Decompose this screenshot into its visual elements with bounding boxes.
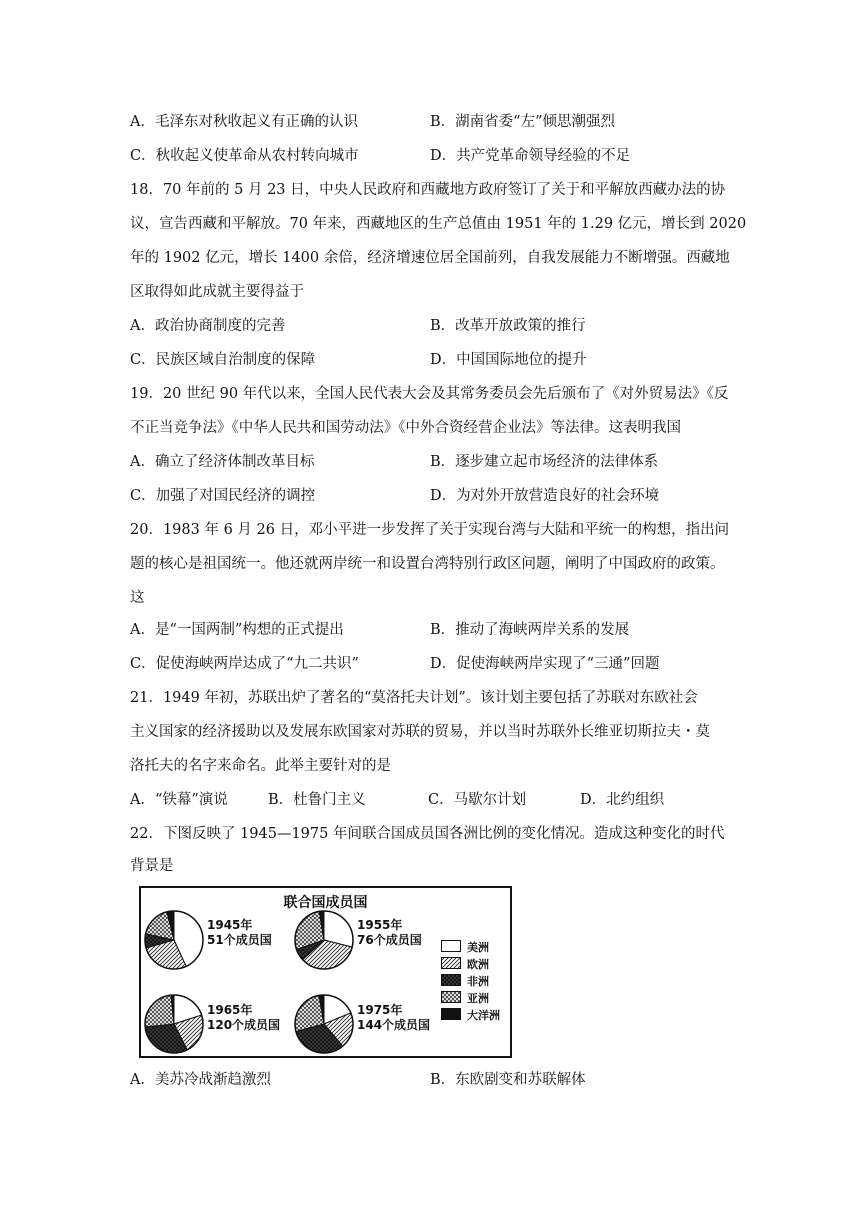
q21-stem-line: 21．1949 年初，苏联出炉了著名的“莫洛托夫计划”。该计划主要包括了苏联对东欧社会	[130, 690, 698, 706]
pie-slice-亚洲	[145, 995, 174, 1027]
q22-option-b: B．东欧剧变和苏联解体	[430, 1072, 586, 1088]
q22-stem-line: 背景是	[130, 858, 174, 874]
q22-option-a: A．美苏冷战渐趋激烈	[130, 1072, 271, 1088]
q18-option-a: A．政治协商制度的完善	[130, 318, 286, 334]
pie-1955-count: 76个成员国	[357, 933, 422, 947]
q21-option-c: C．马歇尔计划	[428, 792, 527, 808]
legend-label: 欧洲	[467, 958, 489, 971]
pie-1975-count: 144个成员国	[357, 1018, 431, 1032]
q19-stem-line: 不正当竞争法》《中华人民共和国劳动法》《中外合资经营企业法》等法律。这表明我国	[130, 420, 681, 436]
pie-1975-year: 1975年	[357, 1003, 403, 1017]
q21-stem-line: 洛托夫的名字来命名。此举主要针对的是	[130, 758, 391, 774]
legend-label: 美洲	[467, 941, 489, 954]
q19-option-d: D．为对外开放营造良好的社会环境	[430, 488, 660, 504]
q19-option-a: A．确立了经济体制改革目标	[130, 454, 315, 470]
q17-option-b: B．湖南省委“左”倾思潮强烈	[430, 114, 615, 130]
q18-option-b: B．改革开放政策的推行	[430, 318, 586, 334]
q18-option-d: D．中国国际地位的提升	[430, 352, 587, 368]
pie-1965-year: 1965年	[207, 1003, 253, 1017]
q20-option-a: A．是“一国两制”构想的正式提出	[130, 622, 344, 638]
q18-stem-line: 议，宣告西藏和平解放。70 年来，西藏地区的生产总值由 1951 年的 1.29 亿元，增长到 2020	[130, 216, 747, 232]
q21-option-a: A．“铁幕”演说	[130, 792, 228, 808]
q19-option-c: C．加强了对国民经济的调控	[130, 488, 316, 504]
q19-stem-line: 19．20 世纪 90 年代以来，全国人民代表大会及其常务委员会先后颁布了《对外贸易法》《反	[130, 386, 729, 402]
q20-stem-line: 题的核心是祖国统一。他还就两岸统一和设置台湾特别行政区问题，阐明了中国政府的政策。	[130, 556, 725, 572]
q21-stem-line: 主义国家的经济援助以及发展东欧国家对苏联的贸易，并以当时苏联外长维亚切斯拉夫・莫	[130, 724, 710, 740]
q20-option-d: D．促使海峡两岸实现了“三通”回题	[430, 656, 660, 672]
q20-stem-line: 这	[130, 590, 145, 606]
q18-option-c: C．民族区域自治制度的保障	[130, 352, 316, 368]
figure-title: 联合国成员国	[283, 895, 368, 911]
q21-option-b: B．杜鲁门主义	[268, 792, 366, 808]
pie-1945-count: 51个成员国	[207, 933, 272, 947]
q19-option-b: B．逐步建立起市场经济的法律体系	[430, 454, 659, 470]
legend-label: 亚洲	[467, 992, 489, 1005]
q20-stem-line: 20．1983 年 6 月 26 日，邓小平进一步发挥了关于实现台湾与大陆和平统一的构想，指出问	[130, 522, 730, 538]
q17-option-c: C．秋收起义使革命从农村转向城市	[130, 148, 359, 164]
pie-1955-year: 1955年	[357, 918, 403, 932]
q17-option-a: A．毛泽东对秋收起义有正确的认识	[130, 114, 358, 130]
q20-option-b: B．推动了海峡两岸关系的发展	[430, 622, 630, 638]
pie-charts	[141, 888, 510, 1056]
q18-stem-line: 区取得如此成就主要得益于	[130, 284, 304, 300]
q18-stem-line: 年的 1902 亿元，增长 1400 余倍，经济增速位居全国前列，自我发展能力不断增强。西藏地	[130, 250, 730, 266]
q20-option-c: C．促使海峡两岸达成了“九二共识”	[130, 656, 359, 672]
q18-stem-line: 18．70 年前的 5 月 23 日，中央人民政府和西藏地方政府签订了关于和平解放西藏办法的协	[130, 182, 726, 198]
pie-1945-year: 1945年	[207, 918, 253, 932]
pie-1965-count: 120个成员国	[207, 1018, 281, 1032]
legend-label: 大洋洲	[467, 1009, 500, 1022]
q21-option-d: D．北约组织	[580, 792, 665, 808]
un-members-figure	[139, 886, 512, 1058]
legend-label: 非洲	[467, 975, 489, 988]
q22-stem-line: 22．下图反映了 1945—1975 年间联合国成员国各洲比例的变化情况。造成这种变化的时代	[130, 826, 725, 842]
q17-option-d: D．共产党革命领导经验的不足	[430, 148, 631, 164]
